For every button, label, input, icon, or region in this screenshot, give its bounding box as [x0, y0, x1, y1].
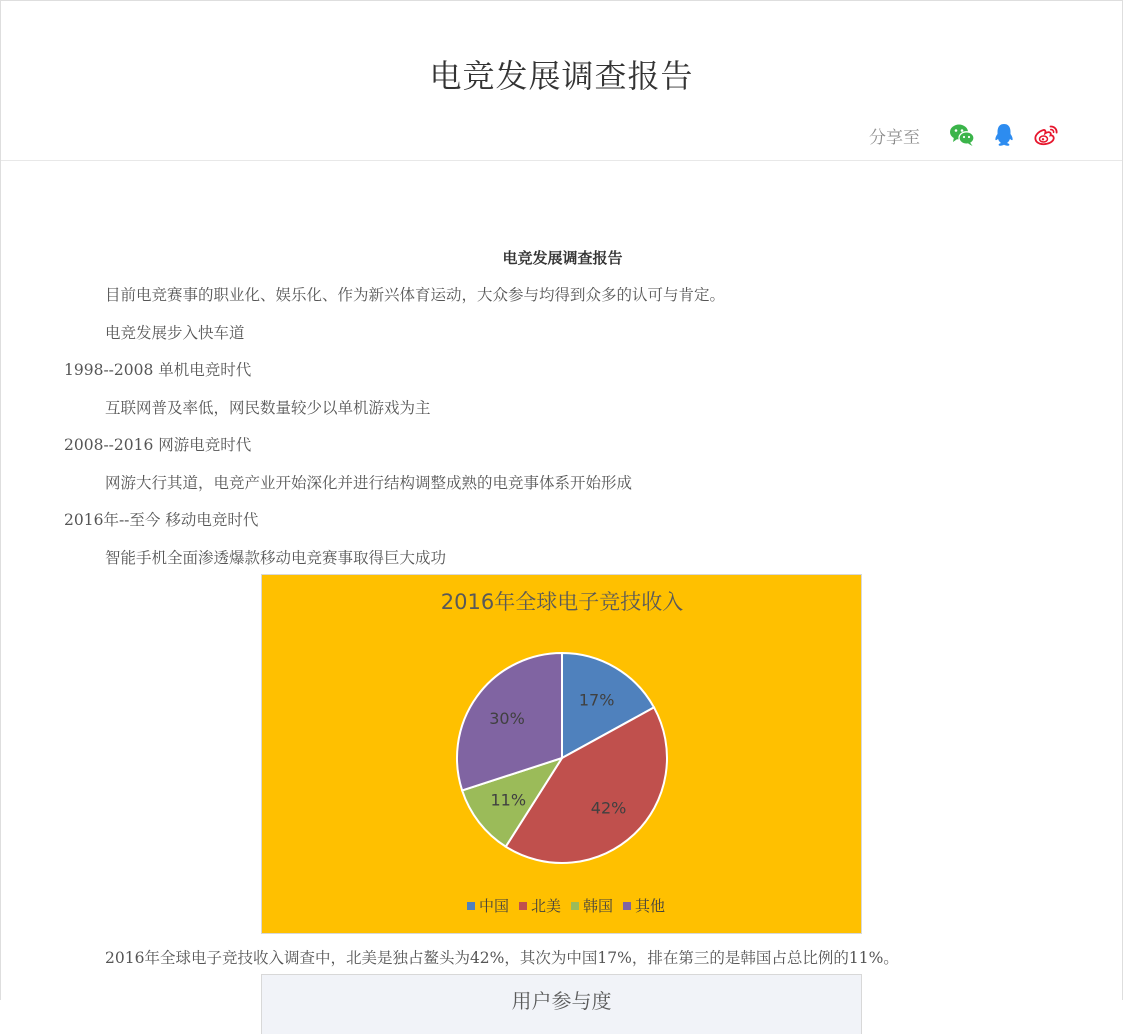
participation-chart — [261, 974, 862, 1034]
legend-swatch — [519, 902, 527, 910]
paragraph: 智能手机全面渗透爆款移动电竞赛事取得巨大成功 — [105, 549, 447, 567]
share-bar — [869, 121, 1060, 149]
paragraph: 电竞发展步入快车道 — [105, 324, 245, 342]
legend-swatch — [623, 902, 631, 910]
page-title: 电竞发展调查报告 — [429, 57, 694, 95]
pie-chart-svg — [262, 575, 861, 933]
legend-swatch — [571, 902, 579, 910]
pie-data-label: 30% — [489, 709, 525, 729]
share-label: 分享至 — [869, 127, 920, 148]
legend-label: 其他 — [635, 897, 666, 915]
qq-icon[interactable] — [990, 121, 1018, 149]
period-heading: 1998--2008 单机电竞时代 — [64, 361, 252, 379]
page-header — [1, 1, 1122, 161]
pie-data-label: 17% — [578, 690, 615, 710]
legend-label: 中国 — [479, 897, 510, 915]
legend-swatch — [467, 902, 475, 910]
paragraph: 网游大行其道，电竞产业开始深化并进行结构调整成熟的电竞事体系开始形成 — [105, 474, 633, 492]
paragraph: 目前电竞赛事的职业化、娱乐化、作为新兴体育运动，大众参与均得到众多的认可与肯定。 — [105, 286, 726, 304]
summary-paragraph: 2016年全球电子竞技收入调查中，北美是独占鳌头为42%，其次为中国17%，排在第三的是韩国占总比例的11%。 — [105, 949, 899, 967]
article-title: 电竞发展调查报告 — [502, 249, 623, 267]
chart-title: 2016年全球电子竞技收入 — [440, 590, 684, 614]
wechat-icon[interactable] — [948, 121, 976, 149]
paragraph: 互联网普及率低，网民数量较少以单机游戏为主 — [105, 399, 431, 417]
pie-data-label: 42% — [590, 798, 627, 818]
pie-data-label: 11% — [490, 790, 527, 810]
period-heading: 2008--2016 网游电竞时代 — [64, 436, 252, 454]
period-heading: 2016年--至今 移动电竞时代 — [64, 511, 259, 529]
revenue-pie-chart — [261, 574, 862, 934]
weibo-icon[interactable] — [1032, 121, 1060, 149]
chart-title: 用户参与度 — [511, 989, 612, 1013]
legend-label: 韩国 — [583, 897, 614, 915]
legend-label: 北美 — [531, 897, 562, 915]
